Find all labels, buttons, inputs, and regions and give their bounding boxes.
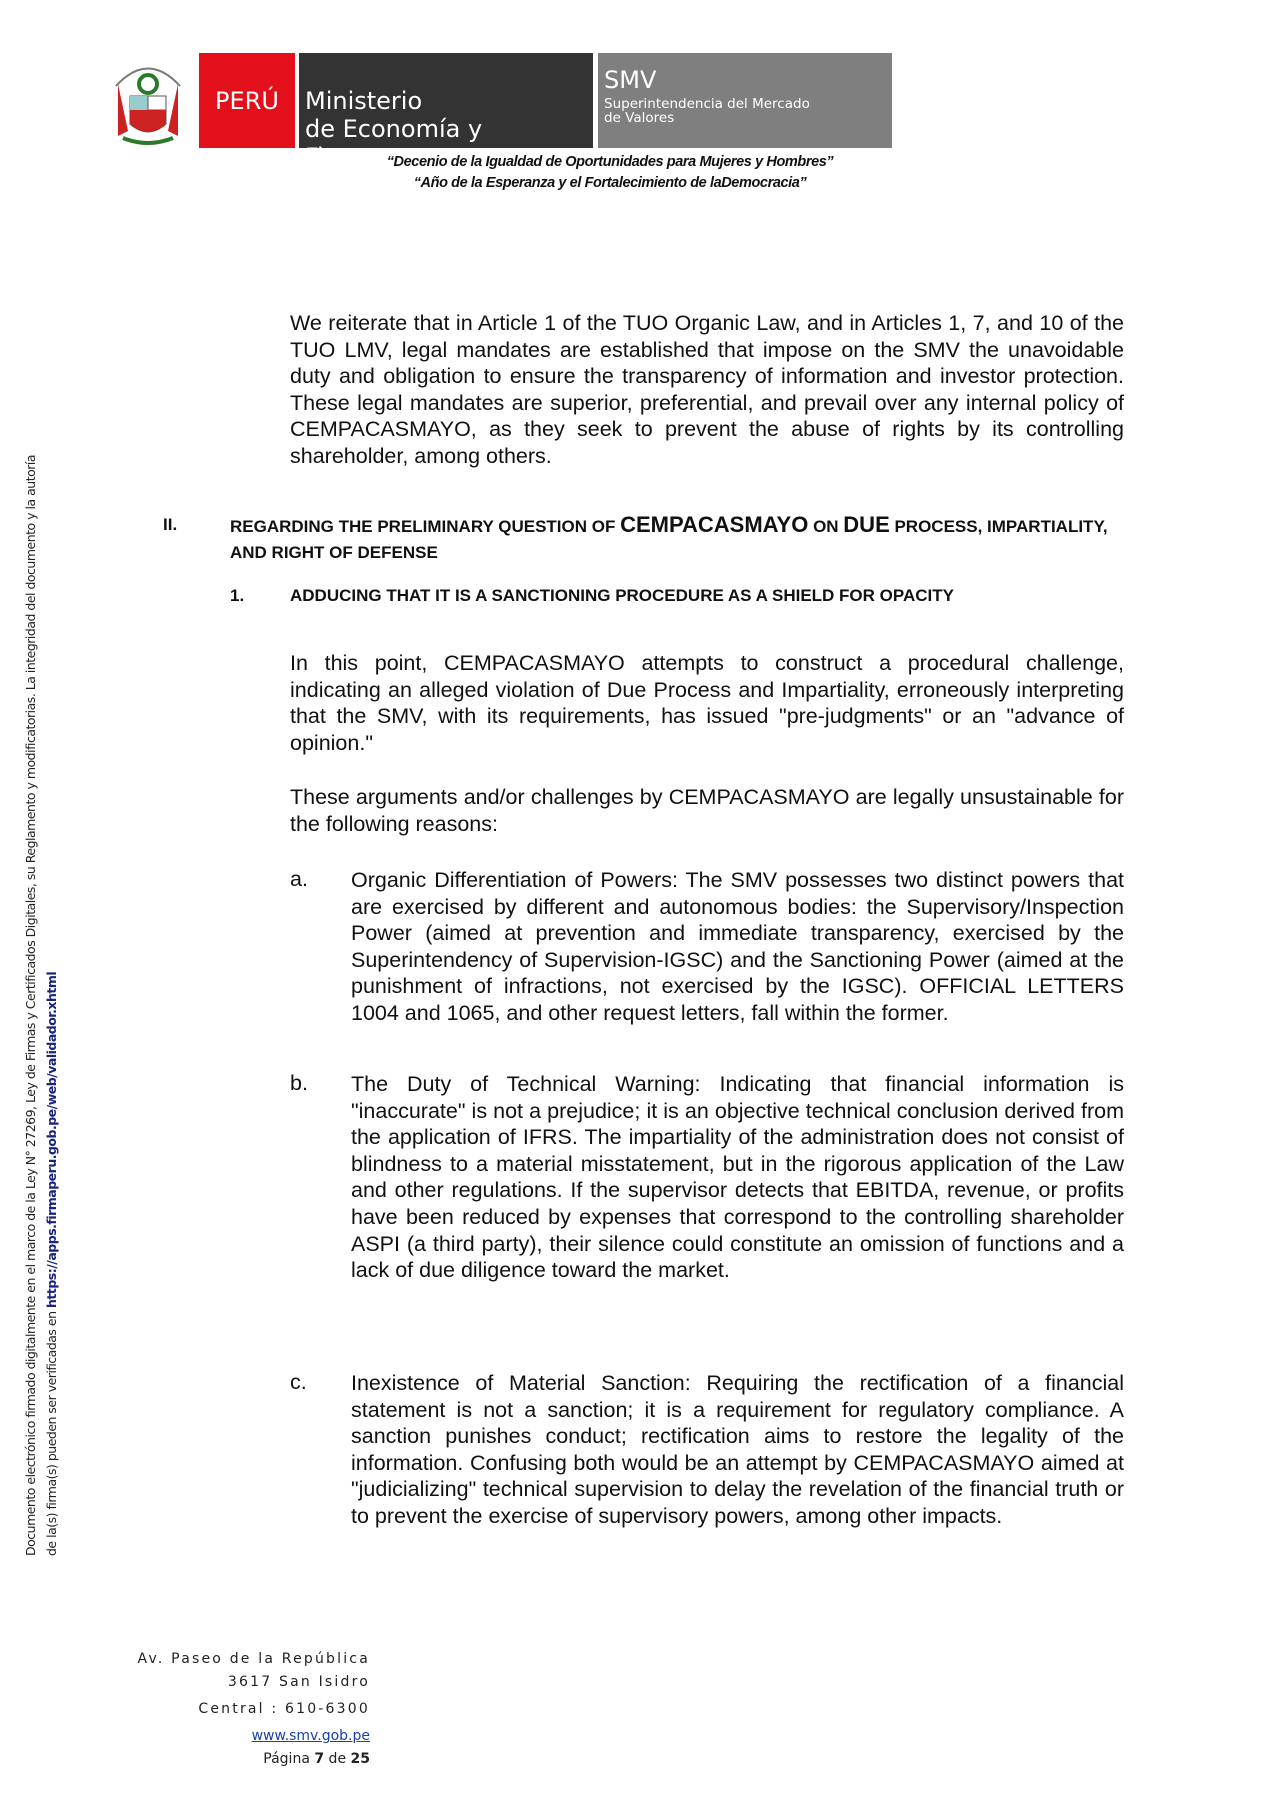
- signature-notice-prefix: de la(s) firma(s) pueden ser verificadas en: [44, 1308, 59, 1556]
- page-number: Página 7 de 25: [263, 1751, 370, 1767]
- smv-line2: de Valores: [604, 110, 675, 126]
- peru-brand-box: [199, 53, 295, 148]
- ministry-line1: Ministerio: [305, 87, 423, 115]
- list-item-letter: c.: [290, 1370, 307, 1394]
- motto-line2: “Año de la Esperanza y el Fortalecimiento de laDemocracia”: [413, 175, 807, 191]
- footer-address2: 3617 San Isidro: [227, 1674, 370, 1690]
- paragraph-2: These arguments and/or challenges by CEMPACASMAYO are legally unsustainable for the following reasons:: [290, 785, 1124, 836]
- intro-paragraph: We reiterate that in Article 1 of the TUO Organic Law, and in Articles 1, 7, and 10 of the TUO LMV, legal mandates are established that impose on the SMV the unavoidable duty and obligation to ensure the transparency of information and investor protection. These legal mandates are superior, preferential, and prevail over any internal policy of CEMPACASMAYO, as they seek to prevent the abuse of rights by its controlling shareholder, among others.: [290, 311, 1124, 468]
- ministry-brand-box: [299, 53, 593, 171]
- motto: [300, 152, 920, 194]
- footer-phone: Central : 610-6300: [198, 1701, 370, 1717]
- smv-brand-box: [598, 53, 892, 148]
- ministry-line2: de Economía y Finanzas: [305, 115, 483, 171]
- paragraph-1: In this point, CEMPACASMAYO attempts to construct a procedural challenge, indicating an alleged violation of Due Process and Impartiality, erroneously interpreting that the SMV, with its requirements, has issued "pre-judgments" or an "advance of opinion.": [290, 651, 1124, 755]
- smv-label: SMV: [604, 66, 657, 94]
- section-number: II.: [163, 515, 178, 534]
- website-link[interactable]: www.smv.gob.pe: [251, 1728, 370, 1744]
- list-item: The Duty of Technical Warning: Indicating that financial information is "inaccurate" is not a prejudice; it is an objective technical conclusion derived from the application of IFRS. The impartiality of the administration does not consist of blindness to a material misstatement, but in the rigorous application of the Law and other regulations. If the supervisor detects that EBITDA, revenue, or profits have been reduced by expenses that correspond to the controlling shareholder ASPI (a third party), their silence could constitute an omission of functions and a lack of due diligence toward the market.: [351, 1072, 1124, 1283]
- list-item: Inexistence of Material Sanction: Requiring the rectification of a financial statement is not a sanction; it is a requirement for regulatory compliance. A sanction punishes conduct; rectification aims to restore the legality of the information. Confusing both would be an attempt by CEMPACASMAYO aimed at "judicializing" technical supervision to delay the revelation of the financial truth or to prevent the exercise of supervisory powers, among other impacts.: [351, 1371, 1124, 1528]
- motto-line1: “Decenio de la Igualdad de Oportunidades para Mujeres y Hombres”: [386, 154, 834, 170]
- list-item-letter: a.: [290, 867, 308, 891]
- list-item: Organic Differentiation of Powers: The SMV possesses two distinct powers that are exercised by different and autonomous bodies: the Supervisory/Inspection Power (aimed at prevention and immediate transparency, exercised by the Superintendency of Supervision-IGSC) and the Sanctioning Power (aimed at the punishment of infractions, not exercised by the IGSC). OFFICIAL LETTERS 1004 and 1065, and other request letters, fall within the former.: [351, 868, 1124, 1025]
- digital-signature-notice: [20, 236, 62, 1556]
- signature-notice-line1: Documento electrónico firmado digitalmente en el marco de la Ley N° 27269, Ley de Firmas y Certificados Digitales, su Reglamento y modificatorias. La integridad del documento y la autoría: [23, 454, 38, 1556]
- list-item-letter: b.: [290, 1071, 308, 1095]
- validator-link[interactable]: https://apps.firmaperu.gob.pe/web/validador.xhtml: [44, 971, 59, 1308]
- subsection-heading: ADDUCING THAT IT IS A SANCTIONING PROCEDURE AS A SHIELD FOR OPACITY: [290, 586, 954, 605]
- section-heading: REGARDING THE PRELIMINARY QUESTION OF CEMPACASMAYO ON DUE PROCESS, IMPARTIALITY, AND RIGHT OF DEFENSE: [230, 512, 1108, 562]
- footer: [138, 1648, 370, 1771]
- peru-label: PERÚ: [215, 86, 279, 115]
- subsection-number: 1.: [230, 586, 245, 605]
- smv-line1: Superintendencia del Mercado: [604, 96, 810, 112]
- peru-coat-of-arms-logo: [108, 56, 188, 148]
- footer-address1: Av. Paseo de la República: [137, 1651, 370, 1667]
- signature-notice-line2: [41, 236, 62, 1556]
